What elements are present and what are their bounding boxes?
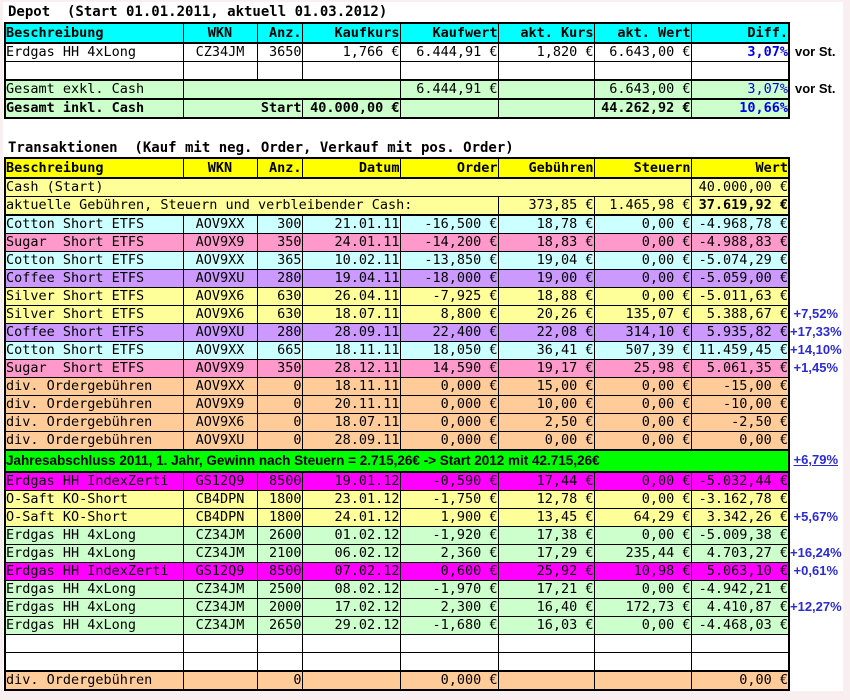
cell: 2,360 € [400, 545, 498, 563]
cell: -5.011,63 € [691, 288, 789, 306]
cell: -1,920 € [400, 527, 498, 545]
cell: 0,00 € [594, 215, 691, 234]
cell: Cotton Short ETFS [5, 215, 183, 234]
cell: Jahresabschluss 2011, 1. Jahr, Gewinn nach Steuern = 2.715,26€ -> Start 2012 mit 42.715,26€ [5, 450, 789, 472]
percent-gain-label: +14,10% [790, 342, 842, 357]
cell [400, 635, 498, 653]
cell: 08.02.12 [302, 581, 400, 599]
column-header: WKN [183, 158, 257, 178]
cell: Erdgas HH 4xLong [5, 617, 183, 635]
cell: 314,10 € [594, 324, 691, 342]
cell: 18.11.11 [302, 378, 400, 396]
cell: -5.009,38 € [691, 527, 789, 545]
column-header: Diff. [691, 23, 789, 43]
cell: 0 [257, 378, 302, 396]
cell: 19,04 € [498, 252, 594, 270]
percent-gain-label: +6,79% [793, 452, 838, 467]
cell: CZ34JM [183, 599, 257, 617]
cell: 17,21 € [498, 581, 594, 599]
cell: 5.935,82 € [691, 324, 789, 342]
cell: 3,07% [691, 43, 789, 62]
cell [302, 62, 400, 81]
cell: 0,00 € [594, 378, 691, 396]
cell: 135,07 € [594, 306, 691, 324]
cell: 0,00 € [594, 472, 691, 491]
cell: 21.01.11 [302, 215, 400, 234]
cell: -7,925 € [400, 288, 498, 306]
cell: -16,500 € [400, 215, 498, 234]
depot-table [4, 22, 790, 119]
cell: -5.074,29 € [691, 252, 789, 270]
cell: 17,38 € [498, 527, 594, 545]
cell: 630 [257, 306, 302, 324]
cell: 0,00 € [594, 252, 691, 270]
cell: -10,00 € [691, 396, 789, 414]
cell [400, 62, 498, 81]
column-header: Order [400, 158, 498, 178]
cell [257, 635, 302, 653]
percent-gain-label: +7,52% [793, 306, 838, 321]
cell: Coffee Short ETFS [5, 324, 183, 342]
cell: 28.09.11 [302, 432, 400, 451]
cell [498, 671, 594, 690]
cell: div. Ordergebühren [5, 414, 183, 432]
cell: GS12Q9 [183, 472, 257, 491]
column-header: Gebühren [498, 158, 594, 178]
cell: CZ34JM [183, 43, 257, 62]
cell [183, 671, 257, 690]
cell: Coffee Short ETFS [5, 270, 183, 288]
cell: 3.342,26 € [691, 509, 789, 527]
cell [183, 653, 257, 672]
cell: Cash (Start) [5, 178, 691, 197]
cell: 3,07% [691, 80, 789, 99]
cell: 18.07.11 [302, 414, 400, 432]
cell: 0,00 € [594, 432, 691, 451]
cell: 0,00 € [594, 414, 691, 432]
cell: -13,850 € [400, 252, 498, 270]
cell: 20,26 € [498, 306, 594, 324]
cell: aktuelle Gebühren, Steuern und verbleibender Cash: [5, 197, 498, 216]
cell: 0,00 € [594, 491, 691, 509]
cell [302, 671, 400, 690]
cell: 25,92 € [498, 563, 594, 581]
column-header: WKN [183, 23, 257, 43]
cell: 28.09.11 [302, 324, 400, 342]
cell: 44.262,92 € [594, 99, 691, 118]
cell: 0,00 € [594, 527, 691, 545]
cell: AOV9X9 [183, 396, 257, 414]
cell [498, 80, 594, 99]
cell: -18,000 € [400, 270, 498, 288]
cell: 0 [257, 396, 302, 414]
cell [302, 653, 400, 672]
column-header: Datum [302, 158, 400, 178]
cell: Sugar Short ETFS [5, 360, 183, 378]
cell: 10,00 € [498, 396, 594, 414]
cell: AOV9XX [183, 215, 257, 234]
cell: AOV9XU [183, 270, 257, 288]
cell: 22,400 € [400, 324, 498, 342]
cell: div. Ordergebühren [5, 671, 183, 690]
cell: AOV9XX [183, 252, 257, 270]
cell: 15,00 € [498, 378, 594, 396]
cell: 2,300 € [400, 599, 498, 617]
cell: Erdgas HH 4xLong [5, 527, 183, 545]
cell: 6.643,00 € [594, 80, 691, 99]
cell [257, 653, 302, 672]
cell [183, 80, 400, 99]
cell: 22,08 € [498, 324, 594, 342]
cell [594, 653, 691, 672]
percent-gain-label: +1,45% [793, 360, 838, 375]
cell: 0,600 € [400, 563, 498, 581]
cell [691, 635, 789, 653]
cell: 19.01.12 [302, 472, 400, 491]
cell: 1800 [257, 509, 302, 527]
cell: CZ34JM [183, 617, 257, 635]
cell: 36,41 € [498, 342, 594, 360]
cell: CZ34JM [183, 527, 257, 545]
cell: 0,00 € [594, 396, 691, 414]
cell: 2,50 € [498, 414, 594, 432]
column-header: Anz. [257, 23, 302, 43]
cell [594, 62, 691, 81]
column-header: Steuern [594, 158, 691, 178]
cell: 10,98 € [594, 563, 691, 581]
cell: 18,050 € [400, 342, 498, 360]
cell: -5.032,44 € [691, 472, 789, 491]
percent-gain-label: +16,24% [790, 545, 842, 560]
cell: Silver Short ETFS [5, 306, 183, 324]
cell: -0,590 € [400, 472, 498, 491]
cell: 0,000 € [400, 378, 498, 396]
cell: AOV9X6 [183, 306, 257, 324]
cell: 40.000,00 € [302, 99, 400, 118]
cell: 5.063,10 € [691, 563, 789, 581]
cell: CZ34JM [183, 581, 257, 599]
cell [691, 653, 789, 672]
cell: div. Ordergebühren [5, 432, 183, 451]
cell: div. Ordergebühren [5, 396, 183, 414]
cell: 28.12.11 [302, 360, 400, 378]
cell: 18,78 € [498, 215, 594, 234]
cell: 17,44 € [498, 472, 594, 491]
cell [257, 62, 302, 81]
cell: 18,83 € [498, 234, 594, 252]
cell: 507,39 € [594, 342, 691, 360]
cell: Erdgas HH 4xLong [5, 581, 183, 599]
cell: 0,00 € [594, 270, 691, 288]
cell: 10,66% [691, 99, 789, 118]
cell: Erdgas HH 4xLong [5, 545, 183, 563]
cell: -4.988,83 € [691, 234, 789, 252]
column-header: akt. Wert [594, 23, 691, 43]
percent-gain-label: +0,61% [793, 563, 838, 578]
cell: -2,50 € [691, 414, 789, 432]
cell: 01.02.12 [302, 527, 400, 545]
cell: 0 [257, 414, 302, 432]
cell: 40.000,00 € [691, 178, 789, 197]
vor-steuer-label: vor St. [795, 44, 836, 59]
cell: 350 [257, 234, 302, 252]
cell: 373,85 € [498, 197, 594, 216]
cell: 2600 [257, 527, 302, 545]
cell: 6.444,91 € [400, 43, 498, 62]
cell: 18,88 € [498, 288, 594, 306]
cell: 8500 [257, 472, 302, 491]
cell: 24.01.12 [302, 509, 400, 527]
cell: AOV9XU [183, 324, 257, 342]
cell: 17,29 € [498, 545, 594, 563]
column-header: Anz. [257, 158, 302, 178]
cell [302, 635, 400, 653]
cell: 19,17 € [498, 360, 594, 378]
cell: 0,00 € [691, 432, 789, 451]
cell: 3650 [257, 43, 302, 62]
cell: CB4DPN [183, 509, 257, 527]
cell: Silver Short ETFS [5, 288, 183, 306]
cell: 350 [257, 360, 302, 378]
cell: 280 [257, 270, 302, 288]
cell: 2000 [257, 599, 302, 617]
cell: Start [183, 99, 302, 118]
cell [498, 635, 594, 653]
column-header: Kaufkurs [302, 23, 400, 43]
cell: 29.02.12 [302, 617, 400, 635]
cell: 365 [257, 252, 302, 270]
cell [5, 62, 183, 81]
transactions-section-title: Transaktionen (Kauf mit neg. Order, Verkauf mit pos. Order) [8, 140, 514, 156]
cell: -4.968,78 € [691, 215, 789, 234]
cell: AOV9XX [183, 378, 257, 396]
cell: 16,40 € [498, 599, 594, 617]
column-header: akt. Kurs [498, 23, 594, 43]
cell: 0,000 € [400, 396, 498, 414]
cell: 0,00 € [594, 288, 691, 306]
cell: CZ34JM [183, 545, 257, 563]
cell: 17.02.12 [302, 599, 400, 617]
cell: 2100 [257, 545, 302, 563]
cell: 0,00 € [498, 432, 594, 451]
cell: O-Saft KO-Short [5, 509, 183, 527]
cell: 1.465,98 € [594, 197, 691, 216]
cell: O-Saft KO-Short [5, 491, 183, 509]
vor-steuer-label: vor St. [795, 81, 836, 96]
cell: 300 [257, 215, 302, 234]
cell: -14,200 € [400, 234, 498, 252]
cell: 11.459,45 € [691, 342, 789, 360]
cell: 1,900 € [400, 509, 498, 527]
cell: 16,03 € [498, 617, 594, 635]
cell [5, 635, 183, 653]
cell: 6.444,91 € [400, 80, 498, 99]
cell: 26.04.11 [302, 288, 400, 306]
cell [183, 62, 257, 81]
cell: 1,766 € [302, 43, 400, 62]
cell: Gesamt inkl. Cash [5, 99, 183, 118]
cell: Cotton Short ETFS [5, 342, 183, 360]
cell: GS12Q9 [183, 563, 257, 581]
cell: 0,00 € [594, 234, 691, 252]
cell: 235,44 € [594, 545, 691, 563]
cell: AOV9X9 [183, 234, 257, 252]
cell: 0,000 € [400, 414, 498, 432]
cell [498, 653, 594, 672]
cell: 0,000 € [400, 671, 498, 690]
cell: 2650 [257, 617, 302, 635]
cell [594, 671, 691, 690]
cell [498, 99, 594, 118]
cell: Sugar Short ETFS [5, 234, 183, 252]
cell: Erdgas HH 4xLong [5, 43, 183, 62]
cell: AOV9X9 [183, 360, 257, 378]
cell [183, 635, 257, 653]
cell: -1,680 € [400, 617, 498, 635]
cell: 23.01.12 [302, 491, 400, 509]
cell: 19.04.11 [302, 270, 400, 288]
cell: 13,45 € [498, 509, 594, 527]
column-header: Beschreibung [5, 23, 183, 43]
cell: Erdgas HH 4xLong [5, 599, 183, 617]
cell [594, 635, 691, 653]
percent-gain-label: +12,27% [790, 599, 842, 614]
cell: -15,00 € [691, 378, 789, 396]
cell: AOV9X6 [183, 288, 257, 306]
transactions-table [4, 157, 790, 691]
column-header: Wert [691, 158, 789, 178]
cell: 172,73 € [594, 599, 691, 617]
cell: 1800 [257, 491, 302, 509]
cell: 25,98 € [594, 360, 691, 378]
cell [400, 653, 498, 672]
cell: 630 [257, 288, 302, 306]
cell: AOV9XX [183, 342, 257, 360]
cell: 18.07.11 [302, 306, 400, 324]
cell: -4.468,03 € [691, 617, 789, 635]
cell: 8,800 € [400, 306, 498, 324]
cell: 14,590 € [400, 360, 498, 378]
cell: div. Ordergebühren [5, 378, 183, 396]
cell: 4.410,87 € [691, 599, 789, 617]
cell: 280 [257, 324, 302, 342]
cell: 0,00 € [594, 581, 691, 599]
cell: 10.02.11 [302, 252, 400, 270]
cell: -5.059,00 € [691, 270, 789, 288]
cell: -1,750 € [400, 491, 498, 509]
cell: 0 [257, 671, 302, 690]
cell: 5.388,67 € [691, 306, 789, 324]
cell: 4.703,27 € [691, 545, 789, 563]
cell: 24.01.11 [302, 234, 400, 252]
cell: 2500 [257, 581, 302, 599]
cell: 6.643,00 € [594, 43, 691, 62]
cell [498, 62, 594, 81]
cell: 0,00 € [691, 671, 789, 690]
cell: Erdgas HH IndexZerti [5, 563, 183, 581]
cell: 64,29 € [594, 509, 691, 527]
cell: 665 [257, 342, 302, 360]
percent-gain-label: +17,33% [790, 324, 842, 339]
cell [5, 653, 183, 672]
cell [400, 99, 498, 118]
cell: Cotton Short ETFS [5, 252, 183, 270]
cell: 0 [257, 432, 302, 451]
cell [691, 62, 789, 81]
cell: Erdgas HH IndexZerti [5, 472, 183, 491]
column-header: Beschreibung [5, 158, 183, 178]
cell: 20.11.11 [302, 396, 400, 414]
cell: 12,78 € [498, 491, 594, 509]
cell: 07.02.12 [302, 563, 400, 581]
cell: CB4DPN [183, 491, 257, 509]
cell: 5.061,35 € [691, 360, 789, 378]
cell: 0,000 € [400, 432, 498, 451]
cell: -1,970 € [400, 581, 498, 599]
cell: -4.942,21 € [691, 581, 789, 599]
cell: 37.619,92 € [691, 197, 789, 216]
cell: Gesamt exkl. Cash [5, 80, 183, 99]
cell: 06.02.12 [302, 545, 400, 563]
depot-section-title: Depot (Start 01.01.2011, aktuell 01.03.2012) [8, 4, 388, 20]
column-header: Kaufwert [400, 23, 498, 43]
cell: AOV9XU [183, 432, 257, 451]
cell: 1,820 € [498, 43, 594, 62]
cell: 18.11.11 [302, 342, 400, 360]
cell: AOV9X6 [183, 414, 257, 432]
cell: 19,00 € [498, 270, 594, 288]
cell: -3.162,78 € [691, 491, 789, 509]
cell: 8500 [257, 563, 302, 581]
percent-gain-label: +5,67% [793, 509, 838, 524]
cell: 0,00 € [594, 617, 691, 635]
